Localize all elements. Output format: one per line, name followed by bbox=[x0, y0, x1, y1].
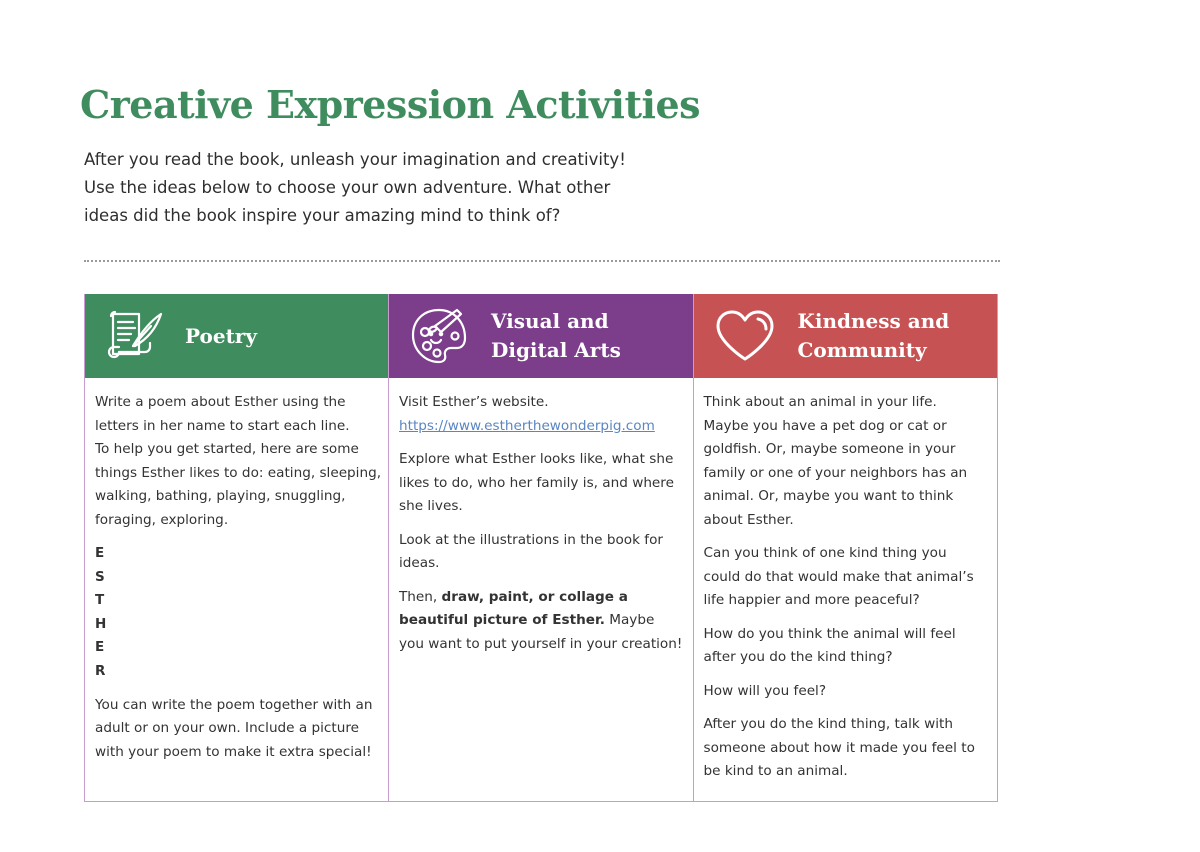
arts-header bbox=[389, 294, 693, 378]
poetry-paragraph bbox=[95, 391, 382, 532]
acrostic-letter: E bbox=[95, 639, 105, 656]
heart-icon bbox=[714, 309, 776, 363]
page-title: Creative Expression Activities bbox=[80, 82, 701, 127]
text-line bbox=[399, 586, 683, 610]
kindness-paragraph bbox=[704, 713, 988, 784]
text-line: she lives. bbox=[399, 498, 463, 514]
text-line: You can write the poem together with an bbox=[95, 696, 373, 713]
text-line: someone about how it made you feel to bbox=[703, 739, 975, 756]
text-line: after you do the kind thing? bbox=[703, 649, 893, 665]
kindness-paragraph bbox=[704, 542, 988, 613]
text-fragment: Maybe bbox=[604, 612, 655, 628]
acrostic-letters bbox=[95, 542, 378, 684]
activities-table bbox=[84, 294, 998, 802]
acrostic-letter: R bbox=[95, 662, 106, 679]
text-line: After you do the kind thing, talk with bbox=[703, 716, 953, 732]
text-line: Explore what Esther looks like, what she bbox=[399, 451, 674, 467]
text-line bbox=[399, 609, 683, 633]
kindness-title-line: Community bbox=[797, 338, 927, 362]
text-line: How do you think the animal will feel bbox=[703, 625, 956, 642]
arts-body bbox=[389, 378, 693, 802]
text-line: walking, bathing, playing, snuggling, bbox=[95, 488, 346, 504]
text-line: life happier and more peaceful? bbox=[703, 592, 920, 608]
text-line: likes to do, who her family is, and where bbox=[399, 474, 674, 491]
acrostic-letter: T bbox=[95, 592, 105, 609]
poetry-title bbox=[185, 322, 257, 351]
text-line: things Esther likes to do: eating, sleeping, bbox=[95, 464, 382, 481]
text-line: Think about an animal in your life. bbox=[703, 394, 937, 410]
kindness-title bbox=[798, 307, 950, 365]
kindness-body bbox=[694, 378, 998, 802]
text-line: Write a poem about Esther using the bbox=[95, 394, 346, 410]
acrostic-letter: H bbox=[95, 615, 107, 632]
text-line: ideas. bbox=[399, 555, 440, 571]
scroll-quill-icon bbox=[105, 308, 163, 364]
text-line: you want to put yourself in your creation! bbox=[399, 635, 683, 652]
kindness-paragraph bbox=[704, 391, 988, 532]
poetry-column bbox=[84, 294, 389, 802]
bold-text: beautiful picture of Esther. bbox=[399, 612, 605, 628]
text-line: family or one of your neighbors has an bbox=[703, 464, 968, 481]
dotted-divider bbox=[84, 260, 1000, 262]
poetry-body bbox=[85, 378, 388, 802]
arts-title-line: Digital Arts bbox=[491, 338, 621, 362]
arts-paragraph bbox=[399, 529, 683, 576]
arts-title bbox=[491, 307, 621, 365]
bold-text: draw, paint, or collage a bbox=[441, 588, 628, 605]
kindness-title-line: Kindness and bbox=[797, 309, 950, 333]
text-line: adult or on your own. Include a picture bbox=[95, 720, 359, 737]
text-line: foraging, exploring. bbox=[95, 511, 229, 528]
arts-column bbox=[389, 294, 694, 802]
text-line: goldfish. Or, maybe someone in your bbox=[703, 441, 956, 457]
text-line: Can you think of one kind thing you bbox=[703, 545, 947, 561]
text-line: could do that would make that animal’s bbox=[703, 568, 974, 585]
arts-title-line: Visual and bbox=[491, 309, 609, 333]
text-line: animal. Or, maybe you want to think bbox=[703, 488, 954, 504]
acrostic-letter: S bbox=[95, 568, 105, 585]
arts-paragraph bbox=[399, 586, 683, 657]
paint-palette-icon bbox=[409, 306, 469, 366]
text-line: To help you get started, here are some bbox=[95, 441, 359, 457]
kindness-header bbox=[694, 294, 998, 378]
poetry-paragraph bbox=[95, 694, 378, 765]
kindness-paragraph bbox=[704, 680, 988, 704]
arts-paragraph bbox=[399, 391, 683, 438]
intro-line: Use the ideas below to choose your own adventure. What other bbox=[84, 178, 611, 197]
arts-paragraph bbox=[399, 448, 683, 519]
kindness-paragraph bbox=[704, 623, 988, 670]
text-line: with your poem to make it extra special! bbox=[95, 743, 372, 760]
intro-line: ideas did the book inspire your amazing mind to think of? bbox=[84, 206, 561, 225]
intro-text bbox=[84, 146, 704, 230]
intro-line: After you read the book, unleash your imagination and creativity! bbox=[84, 150, 626, 169]
text-line: letters in her name to start each line. bbox=[95, 417, 350, 434]
text-fragment: Then, bbox=[399, 588, 442, 605]
text-line: Look at the illustrations in the book for bbox=[399, 531, 663, 548]
text-line: be kind to an animal. bbox=[703, 763, 848, 779]
text-line: Visit Esther’s website. bbox=[399, 394, 549, 410]
kindness-column bbox=[694, 294, 999, 802]
text-line: about Esther. bbox=[703, 511, 794, 528]
esther-website-link[interactable]: https://www.estherthewonderpig.com bbox=[399, 417, 655, 434]
acrostic-letter: E bbox=[95, 545, 105, 561]
text-line: Maybe you have a pet dog or cat or bbox=[703, 417, 947, 434]
poetry-title-line: Poetry bbox=[185, 323, 257, 348]
poetry-header bbox=[85, 294, 388, 378]
text-line: How will you feel? bbox=[703, 682, 827, 699]
